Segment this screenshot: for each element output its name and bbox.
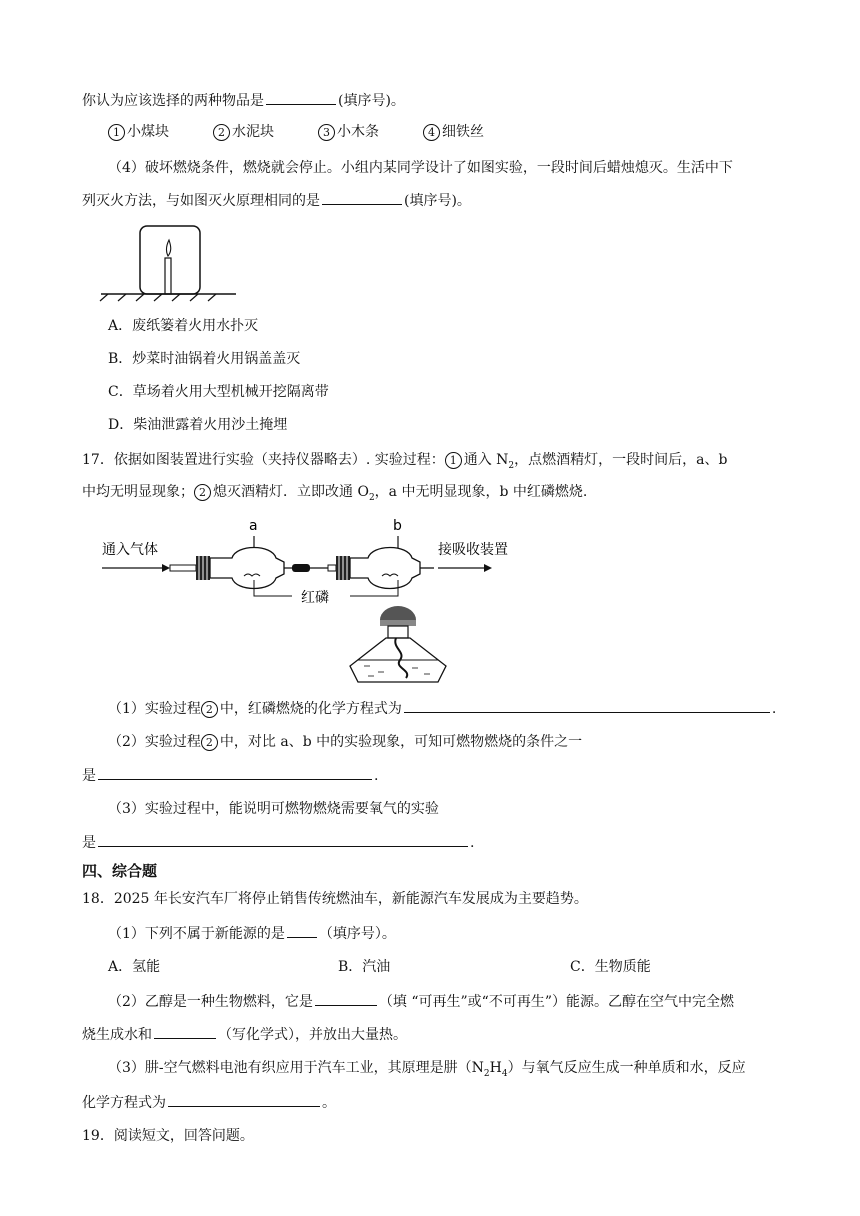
q18-p2-text2: （填 “可再生”或“不可再生”）能源。乙醇在空气中完全燃 [378,994,734,1010]
q18-p2-text: （2）乙醇是一种生物燃料，它是 [108,994,313,1010]
q18-p3-line2-post: 。 [322,1095,336,1111]
circled-number: 3 [318,124,335,141]
q17-line2 [82,482,587,508]
q16-line1-text: 你认为应该选择的两种物品是 [82,93,264,109]
q16-item [318,122,423,142]
answer-blank[interactable] [168,1092,320,1107]
q17-p2-line2-text: 是 [82,768,96,784]
q17-p2-text: （2）实验过程 [108,734,201,750]
q16-item [423,122,484,142]
q19-stem: 19．阅读短文，回答问题。 [82,1128,254,1144]
section-title: 四、综合题 [82,862,158,880]
circled-number: 2 [201,734,218,751]
circled-number: 2 [194,484,211,501]
q16-item [213,122,318,142]
item-text: 水泥块 [232,124,274,140]
q18-p2-line2 [82,1024,407,1045]
q17-p1-post: 中，红磷燃烧的化学方程式为 [219,701,402,717]
option-a: A．氢能 [108,959,161,975]
q18-p2 [108,991,734,1012]
q17-text: 通入 N [463,452,509,468]
answer-blank[interactable] [98,765,372,780]
candle-shape [165,258,171,294]
circled-number: 1 [108,124,125,141]
label-red-phosphorus: 红磷 [301,590,329,606]
q16-line1 [82,90,405,111]
q17-line1 [82,450,727,476]
subscript: 2 [483,1068,490,1079]
answer-blank[interactable] [315,991,377,1006]
q16-p4-line2 [82,190,471,211]
label-a: a [249,518,258,534]
jar-shape [140,226,200,294]
bulb-a [210,548,284,589]
subscript: 2 [368,492,375,503]
period: . [771,701,777,717]
q18-p3-text2: ）与氧气反应生成一种单质和水，反应 [507,1060,746,1076]
circled-number: 2 [213,124,230,141]
q18-p1-post: （填序号）。 [318,926,396,942]
period: . [374,768,379,784]
ground-hatch [100,294,216,301]
q18-p3-h: H [489,1060,502,1076]
option-a: A．废纸篓着火用水扑灭 [108,318,259,334]
item-text: 细铁丝 [442,124,484,140]
answer-blank[interactable] [287,923,317,938]
q17-text: ，a 中无明显现象，b 中红磷燃烧. [374,484,588,500]
label-absorber: 接吸收装置 [438,542,508,558]
q17-p2-line2 [82,765,378,786]
circled-number: 1 [445,452,462,469]
q17-p3-line2 [82,832,474,853]
q17-p2-post: 中，对比 a、b 中的实验现象，可知可燃物燃烧的条件之一 [219,734,583,750]
q18-options [108,957,651,977]
label-gas-in: 通入气体 [102,542,158,558]
label-b: b [393,518,402,534]
q18-p2-text4: （写化学式），并放出大量热。 [218,1027,407,1043]
subscript: 2 [508,460,515,471]
q16-p4-line1: （4）破坏燃烧条件，燃烧就会停止。小组内某同学设计了如图实验，一段时间后蜡烛熄灭。生活中下 [108,160,733,176]
option-b: B．炒菜时油锅着火用锅盖盖灭 [108,351,301,367]
connector [292,564,310,572]
answer-blank[interactable] [322,190,402,205]
answer-blank[interactable] [404,698,770,713]
q16-item [108,122,213,142]
q16-items [108,122,484,142]
q18-stem: 18．2025 年长安汽车厂将停止销售传统燃油车，新能源汽车发展成为主要趋势。 [82,891,588,907]
q17-p3: （3）实验过程中，能说明可燃物燃烧需要氧气的实验 [108,801,439,817]
subscript: 4 [501,1068,508,1079]
bulb-b [350,548,420,589]
q18-p3 [108,1058,746,1084]
q17-p2 [108,732,582,752]
q18-p1-text: （1）下列不属于新能源的是 [108,926,285,942]
answer-blank[interactable] [154,1024,216,1039]
q18-p3-line2-text: 化学方程式为 [82,1095,166,1111]
option-d: D．柴油泄露着火用沙土掩埋 [108,417,288,433]
q18-p1 [108,923,396,944]
q17-p1-text: （1）实验过程 [108,701,201,717]
q16-p4-line2-post: (填序号)。 [404,193,471,209]
answer-blank[interactable] [98,832,468,847]
circled-number: 4 [423,124,440,141]
item-text: 小煤块 [127,124,169,140]
q18-p3-text: （3）肼-空气燃料电池有织应用于汽车工业，其原理是肼（N [108,1060,484,1076]
lamp-wick [395,638,407,678]
q18-p2-text3: 烧生成水和 [82,1027,152,1043]
option-b: B．汽油 [338,959,391,975]
q17-text: 中均无明显现象； [82,484,194,500]
circled-number: 2 [201,701,218,718]
q17-text: 17．依据如图装置进行实验（夹持仪器略去）. 实验过程： [82,452,445,468]
q18-p3-line2 [82,1092,336,1113]
q17-p1 [108,698,776,719]
answer-blank[interactable] [266,90,336,105]
flame-shape [166,240,170,256]
period: . [470,835,475,851]
q17-text: 熄灭酒精灯．立即改通 O [213,484,369,500]
q17-text: ，点燃酒精灯，一段时间后，a、b [514,452,728,468]
item-text: 小木条 [337,124,379,140]
option-c: C．生物质能 [570,959,651,975]
lamp-cap [380,606,416,620]
q17-p3-line2-text: 是 [82,835,96,851]
apparatus-diagram [96,514,516,694]
candle-jar-figure [96,222,241,302]
q16-line1-post: (填序号)。 [338,93,405,109]
option-c: C．草场着火用大型机械开挖隔离带 [108,384,329,400]
q16-p4-line2-text: 列灭火方法，与如图灭火原理相同的是 [82,193,320,209]
